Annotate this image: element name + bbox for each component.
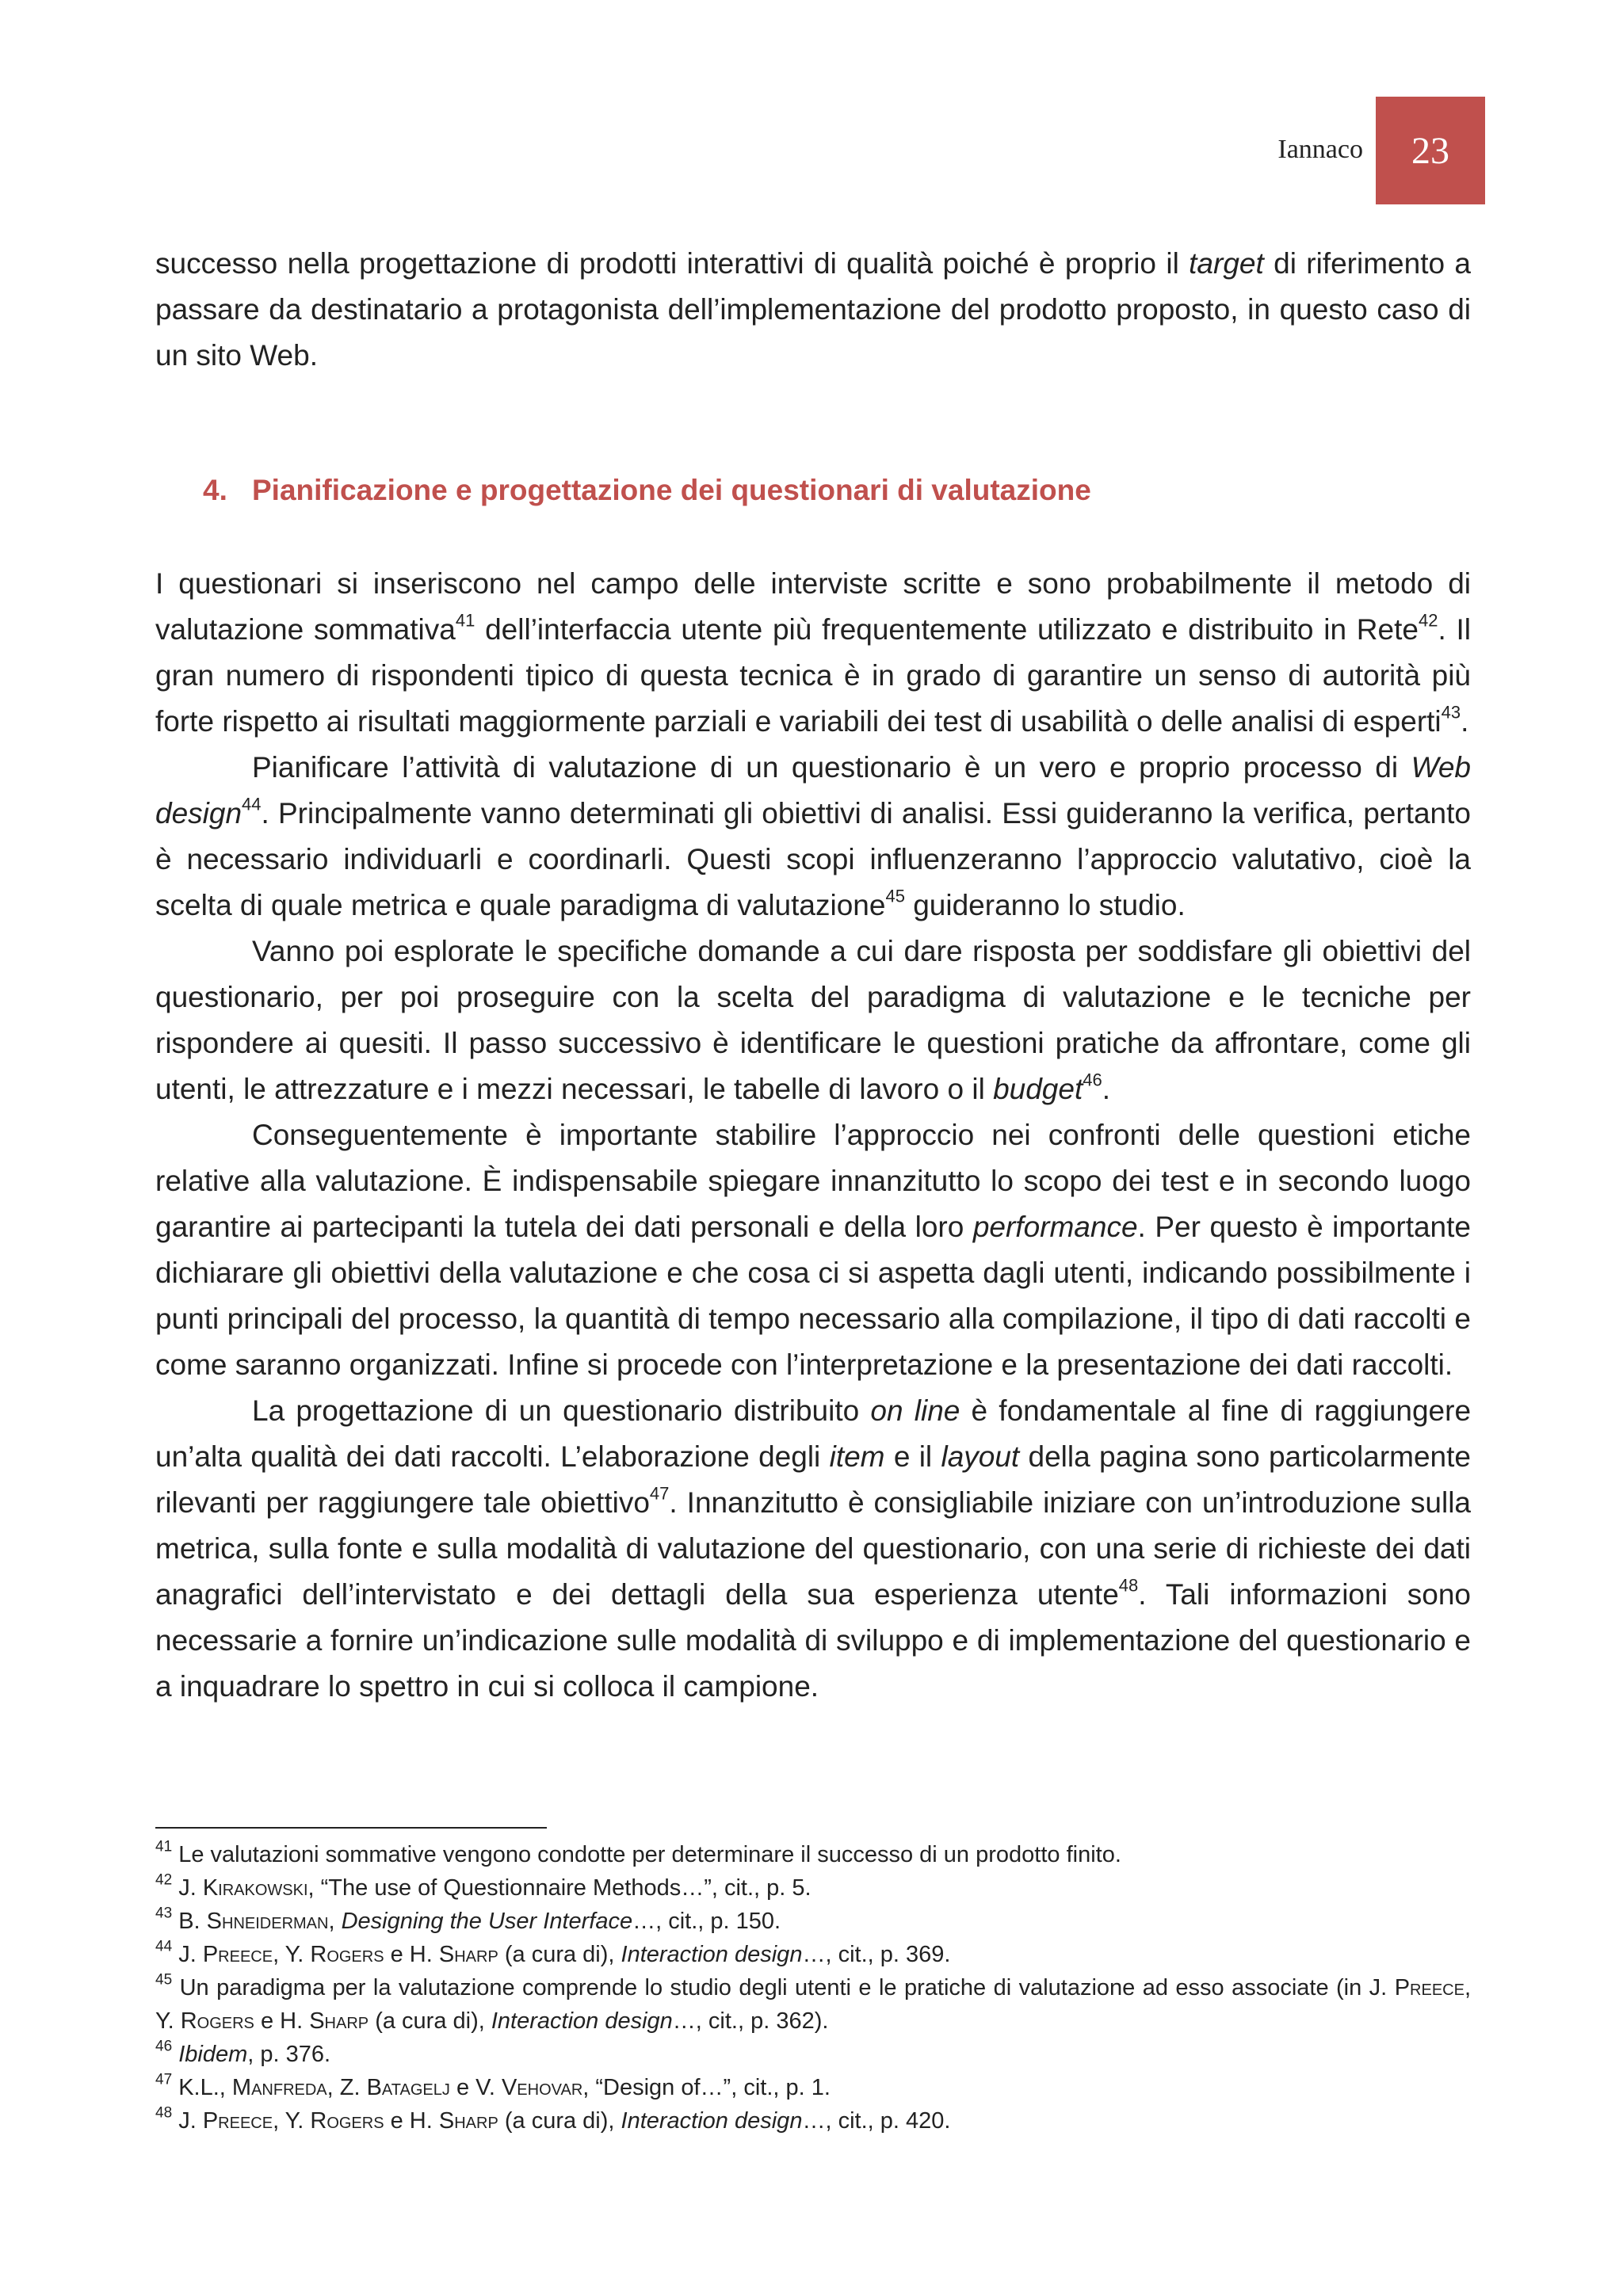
footnote-43: $^{43}$ B. Shneiderman, Designing the User Interface…, cit., p. 150.: [155, 1905, 781, 1934]
footnote-48: $^{48}$ J. Preece, Y. Rogers e H. Sharp (a cura di), Interaction design…, cit., p. 420.: [155, 2104, 951, 2134]
running-header-author: Iannaco: [1277, 135, 1363, 164]
footnote-ref-42[interactable]: 42: [1418, 610, 1438, 631]
footnote-45: $^{45}$ Un paradigma per la valutazione comprende lo studio degli utenti e le pratiche di valutazione ad esso associate (in J. Preece, Y. Rogers e H. Sharp (a cura di), Interaction design…, cit., p. 362).: [155, 1971, 1471, 2034]
body-paragraph-5: La progettazione di un questionario distribuito on line è fondamentale al fine di raggiungere un’alta qualità dei dati raccolti. L’elaborazione degli item e il layout della pagina sono particolarmente rilevanti per raggiungere tale obiettivo$^{47}$. Innanzitutto è consigliabile iniziare con un’introduzione sulla metrica, sulla fonte e sulla modalità di valutazione del questionario, con una serie di richieste dei dati anagrafici dell’intervistato e dei dettagli della sua esperienza utente$^{48}$. Tali informazioni sono necessarie a fornire un’indicazione sulle modalità di sviluppo e di implementazione del questionario e a inquadrare lo spettro in cui si colloca il campione.: [155, 1394, 1472, 1703]
body-paragraph-4: Conseguentemente è importante stabilire l’approccio nei confronti delle questioni etiche relative alla valutazione. È indispensabile spiegare innanzitutto lo scopo dei test e in secondo luogo garantire ai partecipanti la tutela dei dati personali e della loro performance. Per questo è importante dichiarare gli obiettivi della valutazione e che cosa ci si aspetta dagli utenti, indicando possibilmente i punti principali del processo, la quantità di tempo necessario alla compilazione, il tipo di dati raccolti e come saranno organizzati. Infine si procede con l’interpretazione e la presentazione dei dati raccolti.: [155, 1119, 1471, 1381]
footnote-47: $^{47}$ K.L., Manfreda, Z. Batagelj e V. Vehovar, “Design of…”, cit., p. 1.: [155, 2071, 831, 2100]
footnote-ref-44[interactable]: 44: [242, 794, 262, 814]
footnote-ref-48[interactable]: 48: [1118, 1575, 1139, 1596]
section-body: [155, 561, 1471, 1710]
footnote-46: $^{46}$ Ibidem, p. 376.: [155, 2038, 331, 2067]
section-title: Pianificazione e progettazione dei questionari di valutazione: [252, 474, 1091, 506]
section-number: 4.: [203, 474, 227, 506]
footnote-44: $^{44}$ J. Preece, Y. Rogers e H. Sharp (a cura di), Interaction design…, cit., p. 369.: [155, 1938, 951, 1967]
intro-text: successo nella progettazione di prodotti interattivi di qualità poiché è proprio il target di riferimento a passare da destinatario a protagonista dell’implementazione del prodotto proposto, in questo caso di un sito Web.: [155, 247, 1471, 372]
footnote-separator: [155, 1827, 547, 1829]
section-heading: [203, 474, 1091, 507]
body-paragraph-1: I questionari si inseriscono nel campo delle interviste scritte e sono probabilmente il metodo di valutazione sommativa$^{41}$ dell’interfaccia utente più frequentemente utilizzato e distribuito in Rete$^{42}$. Il gran numero di rispondenti tipico di questa tecnica è in grado di garantire un senso di autorità più forte rispetto ai risultati maggiormente parziali e variabili dei test di usabilità o delle analisi di esperti$^{43}$.: [155, 567, 1472, 738]
footnote-ref-46[interactable]: 46: [1083, 1070, 1102, 1090]
footnote-42: $^{42}$ J. Kirakowski, “The use of Questionnaire Methods…”, cit., p. 5.: [155, 1871, 812, 1901]
footnotes: [155, 1838, 1471, 2138]
body-paragraph-2: Pianificare l’attività di valutazione di un questionario è un vero e proprio processo di Web design$^{44}$. Principalmente vanno determinati gli obiettivi di analisi. Essi guideranno la verifica, pertanto è necessario individuarli e coordinarli. Questi scopi influenzeranno l’approccio valutativo, cioè la scelta di quale metrica e quale paradigma di valutazione$^{45}$ guideranno lo studio.: [155, 751, 1471, 921]
footnote-ref-45[interactable]: 45: [885, 886, 905, 906]
footnote-ref-41[interactable]: 41: [455, 610, 475, 631]
footnote-ref-43[interactable]: 43: [1441, 702, 1461, 723]
page-number: 23: [1376, 97, 1485, 204]
footnote-41: $^{41}$ Le valutazioni sommative vengono condotte per determinare il successo di un prodotto finito.: [155, 1838, 1121, 1867]
body-paragraph-3: Vanno poi esplorate le specifiche domande a cui dare risposta per soddisfare gli obiettivi del questionario, per poi proseguire con la scelta del paradigma di valutazione e le tecniche per rispondere ai quesiti. Il passo successivo è identificare le questioni pratiche da affrontare, come gli utenti, le attrezzature e i mezzi necessari, le tabelle di lavoro o il budget$^{46}$.: [155, 935, 1471, 1105]
intro-paragraph: [155, 241, 1471, 379]
footnote-ref-47[interactable]: 47: [649, 1483, 670, 1504]
